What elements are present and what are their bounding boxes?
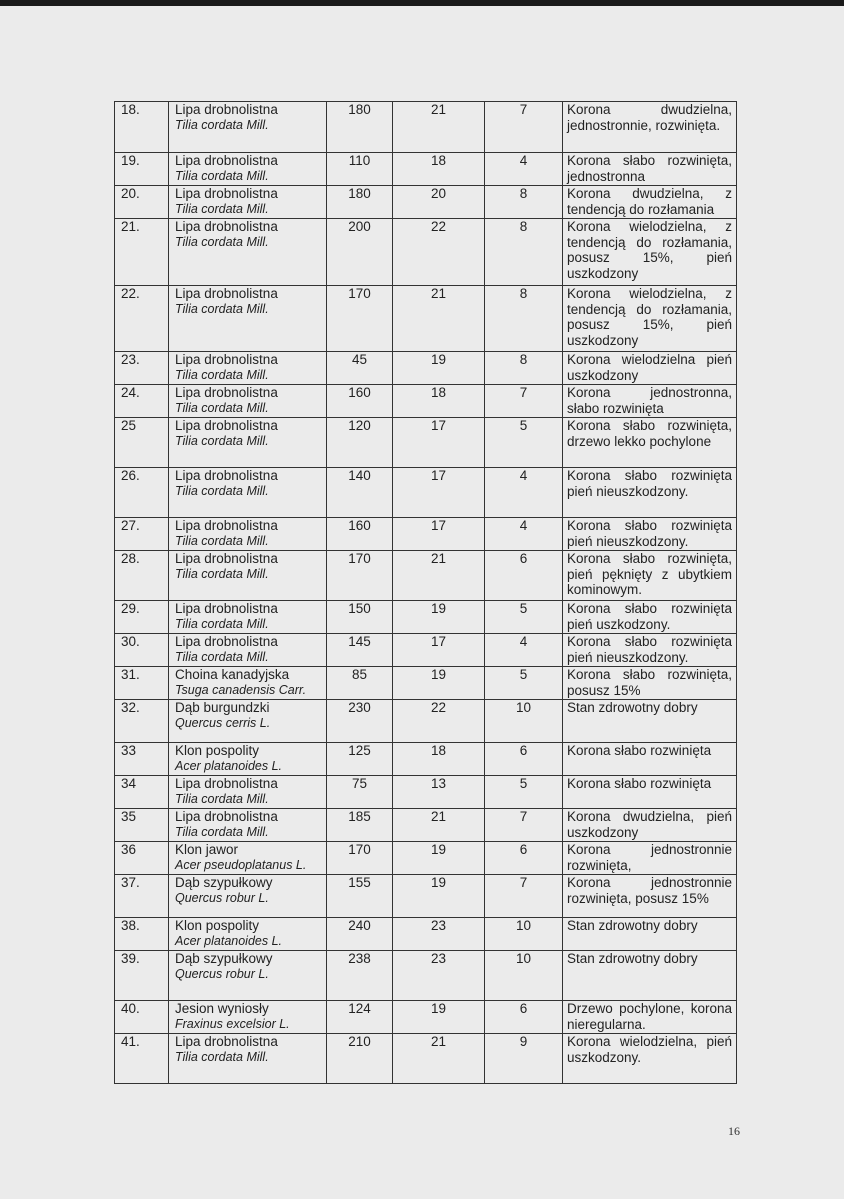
table-row <box>115 286 737 352</box>
value-3-cell: 8 <box>485 186 563 219</box>
species-name-cell <box>169 186 327 219</box>
description-cell: Korona słabo rozwinięta, pień pęknięty z ubytkiem kominowym. <box>563 551 737 601</box>
common-name: Lipa drobnolistna <box>175 776 278 791</box>
value-2-cell: 19 <box>393 1001 485 1034</box>
description-cell: Korona słabo rozwinięta, posusz 15% <box>563 667 737 700</box>
common-name: Dąb szypułkowy <box>175 875 273 890</box>
value-2-cell: 19 <box>393 352 485 385</box>
description-cell: Korona słabo rozwinięta <box>563 776 737 809</box>
species-name-cell <box>169 601 327 634</box>
latin-name: Fraxinus excelsior L. <box>175 1016 290 1031</box>
value-2-cell: 21 <box>393 286 485 352</box>
species-name-cell <box>169 418 327 468</box>
table-row <box>115 352 737 385</box>
table-row <box>115 1034 737 1084</box>
row-number-cell: 30. <box>115 634 169 667</box>
value-3-cell: 4 <box>485 518 563 551</box>
page-number: 16 <box>728 1124 740 1138</box>
latin-name: Tilia cordata Mill. <box>175 168 269 183</box>
row-number-cell: 27. <box>115 518 169 551</box>
value-3-cell: 8 <box>485 352 563 385</box>
description-cell: Korona jednostronna, słabo rozwinięta <box>563 385 737 418</box>
value-3-cell: 5 <box>485 601 563 634</box>
value-1-cell: 170 <box>327 286 393 352</box>
latin-name: Acer platanoides L. <box>175 758 283 773</box>
table-row <box>115 743 737 776</box>
value-2-cell: 18 <box>393 153 485 186</box>
latin-name: Quercus cerris L. <box>175 715 271 730</box>
description-cell: Korona wielodzielna, pień uszkodzony. <box>563 1034 737 1084</box>
common-name: Dąb szypułkowy <box>175 951 273 966</box>
row-number-cell: 29. <box>115 601 169 634</box>
row-number-cell: 38. <box>115 918 169 951</box>
species-name-cell <box>169 219 327 286</box>
value-3-cell: 4 <box>485 153 563 186</box>
table-row <box>115 518 737 551</box>
table-row <box>115 918 737 951</box>
common-name: Klon jawor <box>175 842 239 857</box>
value-1-cell: 125 <box>327 743 393 776</box>
value-1-cell: 230 <box>327 700 393 743</box>
value-3-cell: 10 <box>485 918 563 951</box>
table-row <box>115 700 737 743</box>
value-3-cell: 5 <box>485 776 563 809</box>
description-cell: Korona dwudzielna, jednostronnie, rozwinięta. <box>563 102 737 153</box>
species-name-cell <box>169 102 327 153</box>
value-3-cell: 7 <box>485 809 563 842</box>
latin-name: Tilia cordata Mill. <box>175 533 269 548</box>
value-3-cell: 4 <box>485 634 563 667</box>
table-row <box>115 468 737 518</box>
species-name-cell <box>169 634 327 667</box>
species-name-cell <box>169 743 327 776</box>
species-name-cell <box>169 951 327 1001</box>
value-1-cell: 238 <box>327 951 393 1001</box>
description-cell: Korona jednostronnie rozwinięta, <box>563 842 737 875</box>
description-cell: Korona słabo rozwinięta pień nieuszkodzony. <box>563 518 737 551</box>
latin-name: Tilia cordata Mill. <box>175 367 269 382</box>
table-row <box>115 102 737 153</box>
description-cell: Korona dwudzielna, pień uszkodzony <box>563 809 737 842</box>
latin-name: Tsuga canadensis Carr. <box>175 682 307 697</box>
description-cell: Korona słabo rozwinięta pień nieuszkodzony. <box>563 468 737 518</box>
value-1-cell: 45 <box>327 352 393 385</box>
value-3-cell: 6 <box>485 743 563 776</box>
table-row <box>115 776 737 809</box>
table-row <box>115 153 737 186</box>
value-1-cell: 180 <box>327 102 393 153</box>
value-1-cell: 110 <box>327 153 393 186</box>
species-name-cell <box>169 352 327 385</box>
value-2-cell: 17 <box>393 418 485 468</box>
description-cell: Korona dwudzielna, z tendencją do rozłamania <box>563 186 737 219</box>
species-name-cell <box>169 918 327 951</box>
value-3-cell: 8 <box>485 286 563 352</box>
latin-name: Quercus robur L. <box>175 966 269 981</box>
species-name-cell <box>169 776 327 809</box>
common-name: Jesion wyniosły <box>175 1001 269 1016</box>
table-row <box>115 418 737 468</box>
value-1-cell: 170 <box>327 551 393 601</box>
row-number-cell: 22. <box>115 286 169 352</box>
common-name: Lipa drobnolistna <box>175 809 278 824</box>
value-1-cell: 160 <box>327 518 393 551</box>
table-row <box>115 634 737 667</box>
species-name-cell <box>169 551 327 601</box>
row-number-cell: 26. <box>115 468 169 518</box>
value-1-cell: 75 <box>327 776 393 809</box>
value-2-cell: 17 <box>393 518 485 551</box>
value-3-cell: 7 <box>485 875 563 918</box>
latin-name: Quercus robur L. <box>175 890 269 905</box>
tree-inventory-table <box>114 101 737 1084</box>
value-3-cell: 7 <box>485 385 563 418</box>
table-row <box>115 1001 737 1034</box>
value-2-cell: 18 <box>393 385 485 418</box>
latin-name: Tilia cordata Mill. <box>175 566 269 581</box>
value-2-cell: 21 <box>393 1034 485 1084</box>
value-3-cell: 5 <box>485 667 563 700</box>
common-name: Lipa drobnolistna <box>175 634 278 649</box>
common-name: Lipa drobnolistna <box>175 385 278 400</box>
common-name: Lipa drobnolistna <box>175 352 278 367</box>
value-3-cell: 6 <box>485 551 563 601</box>
species-name-cell <box>169 468 327 518</box>
common-name: Dąb burgundzki <box>175 700 270 715</box>
common-name: Lipa drobnolistna <box>175 468 278 483</box>
latin-name: Tilia cordata Mill. <box>175 616 269 631</box>
common-name: Klon pospolity <box>175 743 260 758</box>
value-3-cell: 5 <box>485 418 563 468</box>
value-2-cell: 22 <box>393 700 485 743</box>
table-row <box>115 809 737 842</box>
value-2-cell: 21 <box>393 102 485 153</box>
table-row <box>115 842 737 875</box>
row-number-cell: 34 <box>115 776 169 809</box>
species-name-cell <box>169 518 327 551</box>
species-name-cell <box>169 1001 327 1034</box>
latin-name: Tilia cordata Mill. <box>175 201 269 216</box>
value-2-cell: 23 <box>393 951 485 1001</box>
value-1-cell: 155 <box>327 875 393 918</box>
description-cell: Korona słabo rozwinięta <box>563 743 737 776</box>
row-number-cell: 21. <box>115 219 169 286</box>
common-name: Klon pospolity <box>175 918 260 933</box>
latin-name: Tilia cordata Mill. <box>175 433 269 448</box>
value-2-cell: 21 <box>393 551 485 601</box>
species-name-cell <box>169 286 327 352</box>
common-name: Choina kanadyjska <box>175 667 290 682</box>
latin-name: Tilia cordata Mill. <box>175 400 269 415</box>
row-number-cell: 19. <box>115 153 169 186</box>
species-name-cell <box>169 875 327 918</box>
latin-name: Acer platanoides L. <box>175 933 283 948</box>
value-1-cell: 120 <box>327 418 393 468</box>
value-1-cell: 124 <box>327 1001 393 1034</box>
row-number-cell: 40. <box>115 1001 169 1034</box>
common-name: Lipa drobnolistna <box>175 286 278 301</box>
table-row <box>115 219 737 286</box>
row-number-cell: 37. <box>115 875 169 918</box>
value-3-cell: 10 <box>485 700 563 743</box>
value-1-cell: 160 <box>327 385 393 418</box>
description-cell: Drzewo pochylone, korona nieregularna. <box>563 1001 737 1034</box>
value-1-cell: 145 <box>327 634 393 667</box>
description-cell: Korona wielodzielna, z tendencją do rozłamania, posusz 15%, pień uszkodzony <box>563 286 737 352</box>
common-name: Lipa drobnolistna <box>175 518 278 533</box>
value-2-cell: 13 <box>393 776 485 809</box>
table-row <box>115 601 737 634</box>
species-name-cell <box>169 842 327 875</box>
description-cell: Stan zdrowotny dobry <box>563 951 737 1001</box>
value-2-cell: 17 <box>393 634 485 667</box>
value-3-cell: 10 <box>485 951 563 1001</box>
table-row <box>115 951 737 1001</box>
row-number-cell: 28. <box>115 551 169 601</box>
species-name-cell <box>169 385 327 418</box>
species-name-cell <box>169 700 327 743</box>
common-name: Lipa drobnolistna <box>175 1034 278 1049</box>
row-number-cell: 20. <box>115 186 169 219</box>
table-row <box>115 186 737 219</box>
species-name-cell <box>169 153 327 186</box>
value-1-cell: 200 <box>327 219 393 286</box>
value-3-cell: 7 <box>485 102 563 153</box>
row-number-cell: 35 <box>115 809 169 842</box>
species-name-cell <box>169 1034 327 1084</box>
table-row <box>115 551 737 601</box>
value-1-cell: 210 <box>327 1034 393 1084</box>
description-cell: Korona jednostronnie rozwinięta, posusz 15% <box>563 875 737 918</box>
value-1-cell: 185 <box>327 809 393 842</box>
value-2-cell: 17 <box>393 468 485 518</box>
value-1-cell: 180 <box>327 186 393 219</box>
value-1-cell: 150 <box>327 601 393 634</box>
common-name: Lipa drobnolistna <box>175 153 278 168</box>
value-1-cell: 240 <box>327 918 393 951</box>
description-cell: Korona słabo rozwinięta, jednostronna <box>563 153 737 186</box>
latin-name: Tilia cordata Mill. <box>175 234 269 249</box>
common-name: Lipa drobnolistna <box>175 186 278 201</box>
table-row <box>115 667 737 700</box>
description-cell: Korona słabo rozwinięta, drzewo lekko pochylone <box>563 418 737 468</box>
value-3-cell: 4 <box>485 468 563 518</box>
common-name: Lipa drobnolistna <box>175 219 278 234</box>
row-number-cell: 25 <box>115 418 169 468</box>
row-number-cell: 32. <box>115 700 169 743</box>
row-number-cell: 33 <box>115 743 169 776</box>
common-name: Lipa drobnolistna <box>175 418 278 433</box>
species-name-cell <box>169 667 327 700</box>
latin-name: Tilia cordata Mill. <box>175 301 269 316</box>
value-2-cell: 19 <box>393 601 485 634</box>
common-name: Lipa drobnolistna <box>175 601 278 616</box>
value-2-cell: 19 <box>393 842 485 875</box>
value-1-cell: 170 <box>327 842 393 875</box>
latin-name: Tilia cordata Mill. <box>175 483 269 498</box>
value-2-cell: 20 <box>393 186 485 219</box>
row-number-cell: 18. <box>115 102 169 153</box>
value-1-cell: 85 <box>327 667 393 700</box>
description-cell: Korona słabo rozwinięta pień nieuszkodzony. <box>563 634 737 667</box>
value-2-cell: 22 <box>393 219 485 286</box>
value-1-cell: 140 <box>327 468 393 518</box>
latin-name: Acer pseudoplatanus L. <box>175 857 307 872</box>
row-number-cell: 24. <box>115 385 169 418</box>
value-2-cell: 18 <box>393 743 485 776</box>
latin-name: Tilia cordata Mill. <box>175 1049 269 1064</box>
value-3-cell: 8 <box>485 219 563 286</box>
row-number-cell: 23. <box>115 352 169 385</box>
value-3-cell: 6 <box>485 842 563 875</box>
species-name-cell <box>169 809 327 842</box>
description-cell: Korona wielodzielna pień uszkodzony <box>563 352 737 385</box>
row-number-cell: 36 <box>115 842 169 875</box>
latin-name: Tilia cordata Mill. <box>175 117 269 132</box>
table-row <box>115 875 737 918</box>
description-cell: Stan zdrowotny dobry <box>563 918 737 951</box>
row-number-cell: 31. <box>115 667 169 700</box>
latin-name: Tilia cordata Mill. <box>175 824 269 839</box>
common-name: Lipa drobnolistna <box>175 102 278 117</box>
value-3-cell: 9 <box>485 1034 563 1084</box>
row-number-cell: 39. <box>115 951 169 1001</box>
value-2-cell: 23 <box>393 918 485 951</box>
description-cell: Korona słabo rozwinięta pień uszkodzony. <box>563 601 737 634</box>
row-number-cell: 41. <box>115 1034 169 1084</box>
table-row <box>115 385 737 418</box>
description-cell: Stan zdrowotny dobry <box>563 700 737 743</box>
value-2-cell: 19 <box>393 875 485 918</box>
value-2-cell: 21 <box>393 809 485 842</box>
latin-name: Tilia cordata Mill. <box>175 649 269 664</box>
value-3-cell: 6 <box>485 1001 563 1034</box>
latin-name: Tilia cordata Mill. <box>175 791 269 806</box>
common-name: Lipa drobnolistna <box>175 551 278 566</box>
description-cell: Korona wielodzielna, z tendencją do rozłamania, posusz 15%, pień uszkodzony <box>563 219 737 286</box>
value-2-cell: 19 <box>393 667 485 700</box>
